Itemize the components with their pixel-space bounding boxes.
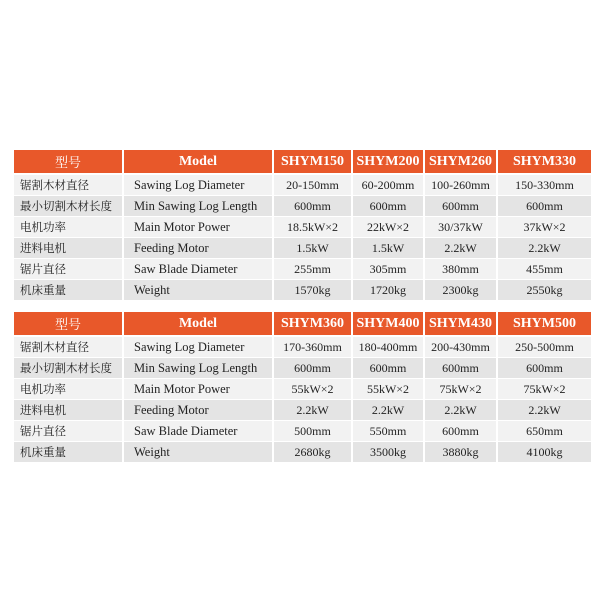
row-value: 22kW×2 [353,217,425,238]
row-value: 2.2kW [498,400,591,421]
row-value: 1.5kW [274,238,353,259]
row-cn-label: 最小切割木材长度 [14,196,124,217]
row-value: 3500kg [353,442,425,463]
table-row [14,196,591,217]
row-value: 600mm [353,358,425,379]
header-model: SHYM260 [425,150,498,175]
row-cn-label: 锯割木材直径 [14,337,124,358]
table-row [14,238,591,259]
row-en-label: Min Sawing Log Length [124,358,274,379]
header-row [14,312,591,337]
row-value: 255mm [274,259,353,280]
row-value: 75kW×2 [498,379,591,400]
row-value: 600mm [498,358,591,379]
table-row [14,379,591,400]
row-value: 600mm [274,196,353,217]
row-en-label: Saw Blade Diameter [124,421,274,442]
row-value: 55kW×2 [274,379,353,400]
row-cn-label: 锯片直径 [14,259,124,280]
row-cn-label: 进料电机 [14,400,124,421]
row-value: 305mm [353,259,425,280]
row-value: 100-260mm [425,175,498,196]
row-cn-label: 进料电机 [14,238,124,259]
header-model: SHYM150 [274,150,353,175]
row-value: 250-500mm [498,337,591,358]
header-cn-label: 型号 [14,312,124,337]
row-value: 2.2kW [274,400,353,421]
header-model: SHYM330 [498,150,591,175]
row-cn-label: 电机功率 [14,217,124,238]
row-en-label: Sawing Log Diameter [124,175,274,196]
row-value: 2.2kW [353,400,425,421]
header-model: SHYM500 [498,312,591,337]
header-model: SHYM200 [353,150,425,175]
row-value: 550mm [353,421,425,442]
header-model: SHYM430 [425,312,498,337]
row-value: 2.2kW [425,400,498,421]
spec-table-1 [14,150,591,301]
row-value: 600mm [274,358,353,379]
row-value: 500mm [274,421,353,442]
row-en-label: Sawing Log Diameter [124,337,274,358]
row-cn-label: 最小切割木材长度 [14,358,124,379]
table-row [14,400,591,421]
row-value: 2550kg [498,280,591,301]
row-en-label: Weight [124,442,274,463]
row-value: 600mm [353,196,425,217]
row-value: 30/37kW [425,217,498,238]
row-value: 4100kg [498,442,591,463]
row-value: 1720kg [353,280,425,301]
row-value: 180-400mm [353,337,425,358]
row-value: 2.2kW [498,238,591,259]
row-en-label: Feeding Motor [124,400,274,421]
row-en-label: Main Motor Power [124,379,274,400]
row-value: 2300kg [425,280,498,301]
header-cn-label: 型号 [14,150,124,175]
row-cn-label: 机床重量 [14,280,124,301]
row-value: 55kW×2 [353,379,425,400]
row-en-label: Main Motor Power [124,217,274,238]
row-value: 600mm [498,196,591,217]
row-value: 455mm [498,259,591,280]
header-model: SHYM400 [353,312,425,337]
row-value: 200-430mm [425,337,498,358]
row-value: 600mm [425,421,498,442]
table-row [14,442,591,463]
row-value: 1.5kW [353,238,425,259]
row-en-label: Min Sawing Log Length [124,196,274,217]
row-value: 20-150mm [274,175,353,196]
table-row [14,337,591,358]
header-en-label: Model [124,150,274,175]
spec-table-2 [14,312,591,463]
table-row [14,280,591,301]
header-row [14,150,591,175]
row-value: 600mm [425,358,498,379]
row-en-label: Weight [124,280,274,301]
row-en-label: Saw Blade Diameter [124,259,274,280]
row-value: 170-360mm [274,337,353,358]
row-value: 600mm [425,196,498,217]
row-cn-label: 锯割木材直径 [14,175,124,196]
row-cn-label: 锯片直径 [14,421,124,442]
row-value: 37kW×2 [498,217,591,238]
header-model: SHYM360 [274,312,353,337]
row-value: 2.2kW [425,238,498,259]
row-value: 18.5kW×2 [274,217,353,238]
header-en-label: Model [124,312,274,337]
table-row [14,358,591,379]
row-cn-label: 机床重量 [14,442,124,463]
row-value: 1570kg [274,280,353,301]
row-value: 2680kg [274,442,353,463]
table-row [14,175,591,196]
row-value: 380mm [425,259,498,280]
row-value: 650mm [498,421,591,442]
row-en-label: Feeding Motor [124,238,274,259]
table-row [14,421,591,442]
row-value: 150-330mm [498,175,591,196]
row-value: 75kW×2 [425,379,498,400]
table-row [14,259,591,280]
row-value: 60-200mm [353,175,425,196]
row-value: 3880kg [425,442,498,463]
table-row [14,217,591,238]
row-cn-label: 电机功率 [14,379,124,400]
